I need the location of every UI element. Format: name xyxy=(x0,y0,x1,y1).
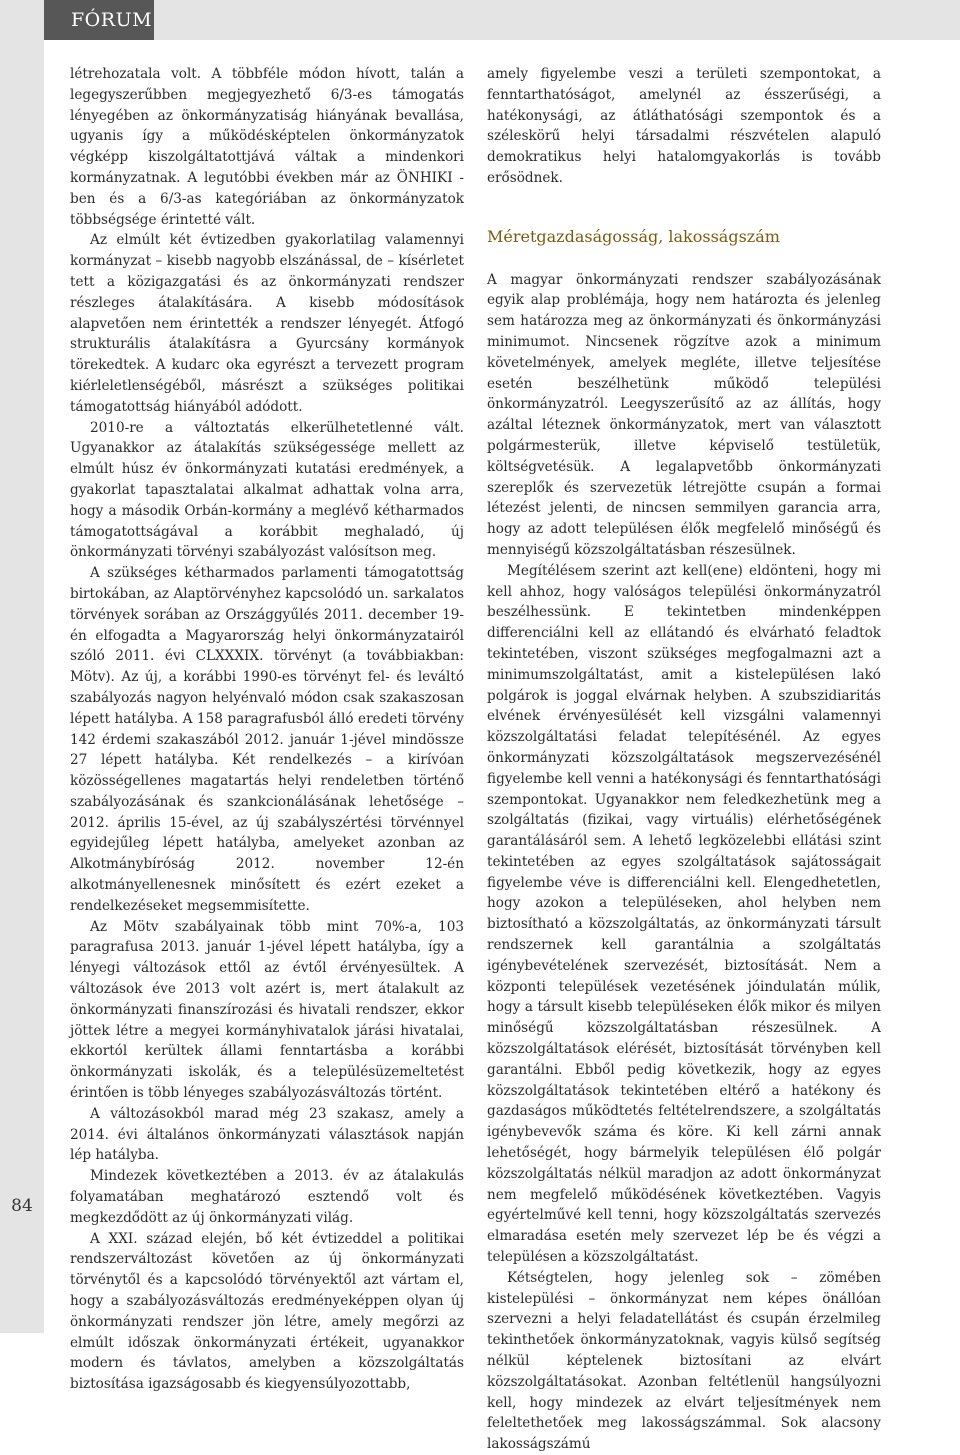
paragraph: Mindezek következtében a 2013. év az átalakulás folyamatában meghatározó esztendő volt és megkezdődött az új önkormányzati világ. xyxy=(70,1168,464,1226)
section-header: FÓRUM xyxy=(44,0,154,40)
paragraph: A szükséges kétharmados parlamenti támogatottság birtokában, az Alaptörvényhez kapcsolódó un. sarkalatos törvények sorában az Országgyűlés 2011. december 19-én elfogadta a Magyarország helyi önkormányzatairól szóló 2011. évi CLXXXIX. törvényt (a továbbiakban: Mötv). Az új, a korábbi 1990-es törvényt fel- és leváltó szabályozás nagyon helyénvaló módon csak szakaszosan lépett hatályba. A 158 paragrafusból álló eredeti törvény 142 érdemi szakaszából 2012. január 1-jével mindössze 27 lépett hatályba. Két rendelkezés – a kirívóan közösségellenes magatartás helyi rendeletben történő szabályozásának és szankcionálásának lehetősége – 2012. április 15-ével, az új szabályszértési törvénnyel egyidejűleg lépett hatályba, amelyeket azonban az Alkotmánybíróság 2012. november 12-én alkotmányellenesnek minősített és ezért ezeket a rendelkezéseket megsemmisítette. xyxy=(70,565,464,914)
paragraph: 2010-re a változtatás elkerülhetetlenné vált. Ugyanakkor az átalakítás szükségessége mellett az elmúlt húsz év önkormányzati kutatási eredmények, a gyakorlat tapasztalatai alkalmat adhattak volna arra, hogy a második Orbán-kormány a meglévő kétharmados támogatottságával a korábbit meghaladó, új önkormányzati törvényi szabályozást valósítson meg. xyxy=(70,419,464,561)
page-sidebar xyxy=(0,0,44,1333)
paragraph: Az elmúlt két évtizedben gyakorlatilag valamennyi kormányzat – kisebb nagyobb elszánással, de – kísérletet tett a közigazgatási és az önkormányzati rendszer részleges átalakítására. A kisebb módosítások alapvetően nem érintették a rendszer lényegét. Átfogó strukturális átalakításra a Gyurcsány kormányok törekedtek. A kudarc oka egyrészt a tervezett program kiérleletlenségéből, másrészt a szükséges politikai támogatottság hiányából adódott. xyxy=(70,232,464,415)
paragraph: amely figyelembe veszi a területi szempontokat, a fenntarthatóságot, amelynél az ésszerűségi, a hatékonysági, az átláthatósági szempontok és a széleskörű helyi társadalmi részvételen alapuló demokratikus helyi hatalomgyakorlás is tovább erősödnek. xyxy=(487,66,881,186)
page-number: 84 xyxy=(11,1196,33,1216)
section-heading: Méretgazdaságosság, lakosságszám xyxy=(487,226,780,246)
right-column xyxy=(487,64,881,1453)
paragraph: A változásokból marad még 23 szakasz, amely a 2014. évi általános önkormányzati választások napján lép hatályba. xyxy=(70,1105,464,1164)
paragraph: A magyar önkormányzati rendszer szabályozásának egyik alap problémája, hogy nem határozta és jelenleg sem határozza meg az önkormányzati és önkormányzási minimumot. Nincsenek rögzítve azok a minimum követelmények, amelyek megléte, illetve teljesítése esetén beszélhetünk működő települési önkormányzatról. Leegyszerűsítő az az állítás, hogy azáltal léteznek önkormányzatok, mert van választott polgármesterük, illetve képviselő testületük, költségvetésük. A legalapvetőbb önkormányzati szereplők és szervezetük létrejötte csupán a formai létezést jelenti, de nincsen semmilyen garancia arra, hogy az adott településen élők megfelelő minőségű és mennyiségű közszolgáltatásban részesülnek. xyxy=(487,271,881,558)
paragraph: Az Mötv szabályainak több mint 70%-a, 103 paragrafusa 2013. január 1-jével lépett hatályba, így a lényegi változások ettől az évtől érvényesültek. A változások éve 2013 volt azért is, mert átalakult az önkormányzati finanszírozási és hivatali rendszer, ekkor jöttek létre a megyei kormányhivatalok járási hivatalai, ekkortól kerültek állami fenntartásba a korábbi önkormányzati iskolák, és a településüzemeltetést érintően is több lényeges szabályozásváltozás történt. xyxy=(70,918,464,1102)
left-column xyxy=(70,64,464,1393)
paragraph: Kétségtelen, hogy jelenleg sok – zömében kistelepülési – önkormányzat nem képes önállóan szervezni a helyi feladatellátást és csupán érzelmileg tekinthetőek önkormányzatoknak, vagyis külső segítség nélkül képtelenek biztosítani az elvárt közszolgáltatásokat. Azonban feltétlenül hangsúlyozni kell, hogy mindezek az elvárt teljesítmények nem feleltethetőek meg lakosságszámmal. Sok alacsony lakosságszámú xyxy=(487,1269,881,1453)
paragraph: létrehozatala volt. A többféle módon hívott, talán a legegyszerűbben megjegyezhető 6/3-es támogatás lényegében az önkormányzatiság hiányának bevallása, ugyanis így a működésképtelen önkormányzatok végképp kiszolgáltatottjává váltak a mindenkori kormányzatnak. A legutóbbi években már az ÖNHIKI -ben és a 6/3-as kategóriában az önkormányzatok többségsége érintetté vált. xyxy=(70,66,464,228)
header-bar xyxy=(154,0,960,40)
paragraph: A XXI. század elején, bő két évtizeddel a politikai rendszerváltozást követően az új önkormányzati törvénytől és a kapcsolódó törvényektől azt vártam el, hogy a szabályozásváltozás eredményeképpen olyan új önkormányzati rendszer jön létre, amely megőrzi az elmúlt időszak önkormányzati értékeit, ugyanakkor modern és távlatos, amelyben a közszolgáltatás biztosítása igazságosabb és kiegyensúlyozottabb, xyxy=(70,1230,464,1393)
paragraph: Megítélésem szerint azt kell(ene) eldönteni, hogy mi kell ahhoz, hogy valóságos települési önkormányzatról beszélhessünk. E tekintetben mindenképpen differenciálni kell az ellátandó és elvárható feladtok tekintetében, viszont szükséges megfogalmazni azt a minimumszolgáltatást, amit a kistelepülésen lakó polgárok is joggal elvárnak helyben. A szubszidiaritás elvének érvényesülését kell vizsgálni valamennyi közszolgáltatási feladat telepítésénél. Az egyes önkormányzati közszolgáltatások megszervezésénél figyelembe kell venni a hatékonysági és fenntarthatósági szempontokat. Ugyanakkor nem feledkezhetünk meg a szolgáltatás (fizikai, vagy virtuális) elérhetőségének garantálásáról sem. A lehető legközelebbi ellátási szint tekintetében az egyes szolgáltatások sajátosságait figyelembe véve is differenciálni kell. Elengedhetetlen, hogy azokon a településeken, ahol helyben nem biztosítható a közszolgáltatás, az önkormányzati társult rendszernek kell garantálnia a szolgáltatás igénybevételének szervezését, biztosítását. Nem a központi települések vezetésének jóindulatán múlik, hogy a társult kisebb településeken élők mikor és milyen minőségű közszolgáltatásban részesülnek. A közszolgáltatások elérését, biztosítását törvényben kell garantálni. Ebből pedig következik, hogy az egyes közszolgáltatások tekintetében eltérő a hatékony és gazdaságos működtetés feltételrendszere, a szolgáltatás igénybevevők száma és köre. Ki kell zárni annak lehetőségét, hogy bármelyik településen élő polgár közszolgáltatás nélkül maradjon az adott önkormányzat nem megfelelő működésének következtében. Vagyis egyértelművé kell tenni, hogy közszolgáltatás szervezés elmaradása esetén mely szervezet lép be és végzi a településen a közszolgáltatást. xyxy=(487,562,881,1266)
